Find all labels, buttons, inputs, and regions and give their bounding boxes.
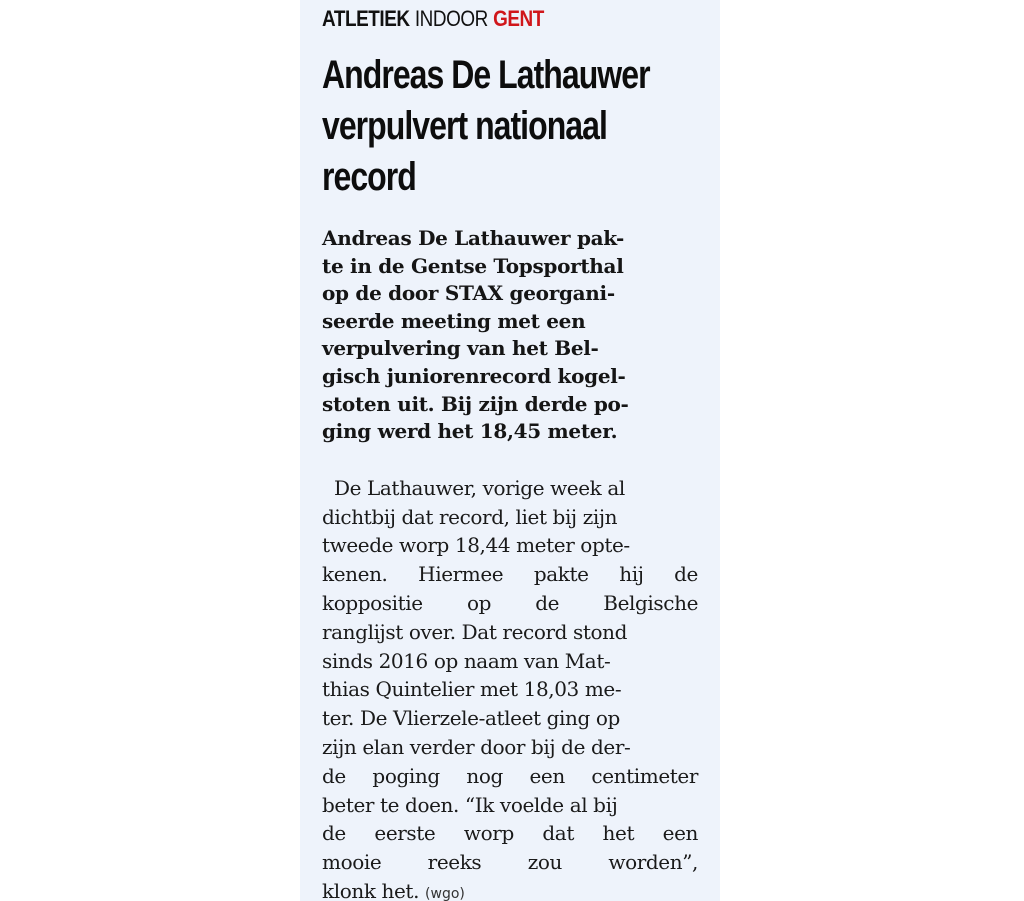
body-last-line: [322, 877, 698, 901]
body-line: zijn elan verder door bij de der-: [322, 734, 631, 759]
headline-line: Andreas De Lathauwer: [322, 53, 650, 97]
lead-line: op de door STAX georgani-: [322, 281, 615, 306]
kicker: [322, 4, 645, 34]
body-text: [322, 474, 698, 901]
body-line: ter. De Vlierzele-atleet ging op: [322, 706, 620, 731]
kicker-section: ATLETIEK: [322, 6, 410, 31]
headline-line: verpulvert nationaal: [322, 104, 607, 148]
lead-line: te in de Gentse Topsporthal: [322, 253, 624, 278]
body-line: de eerste worp dat het een: [322, 821, 698, 846]
lead-paragraph: [322, 225, 698, 446]
body-line: de poging nog een centimeter: [322, 763, 698, 788]
body-line: De Lathauwer, vorige week al: [334, 475, 625, 500]
body-line: sinds 2016 op naam van Mat-: [322, 648, 611, 673]
headline: [322, 50, 706, 203]
lead-line: seerde meeting met een: [322, 308, 586, 333]
body-line: beter te doen. “Ik voelde al bij: [322, 792, 618, 817]
lead-line: Andreas De Lathauwer pak-: [322, 226, 625, 250]
body-line: ranglijst over. Dat record stond: [322, 619, 628, 644]
lead-line: verpulvering van het Bel-: [322, 336, 599, 361]
body-line: kenen. Hiermee pakte hij de: [322, 562, 698, 587]
body-line: tweede worp 18,44 meter opte-: [322, 533, 630, 558]
body-line: thias Quintelier met 18,03 me-: [322, 677, 622, 702]
body-line: dichtbij dat record, liet bij zijn: [322, 504, 618, 529]
body-line: klonk het.: [322, 878, 420, 901]
kicker-category: INDOOR: [414, 6, 488, 31]
author-credit: (wgo): [425, 885, 465, 901]
body-line: mooie reeks zou worden”,: [322, 850, 698, 875]
lead-line: gisch juniorenrecord kogel-: [322, 363, 626, 388]
lead-line: stoten uit. Bij zijn derde po-: [322, 391, 629, 416]
headline-line: record: [322, 155, 416, 199]
article-clipping: [300, 0, 720, 901]
kicker-location: GENT: [493, 6, 544, 31]
body-line: koppositie op de Belgische: [322, 590, 698, 615]
lead-line: ging werd het 18,45 meter.: [322, 419, 618, 444]
